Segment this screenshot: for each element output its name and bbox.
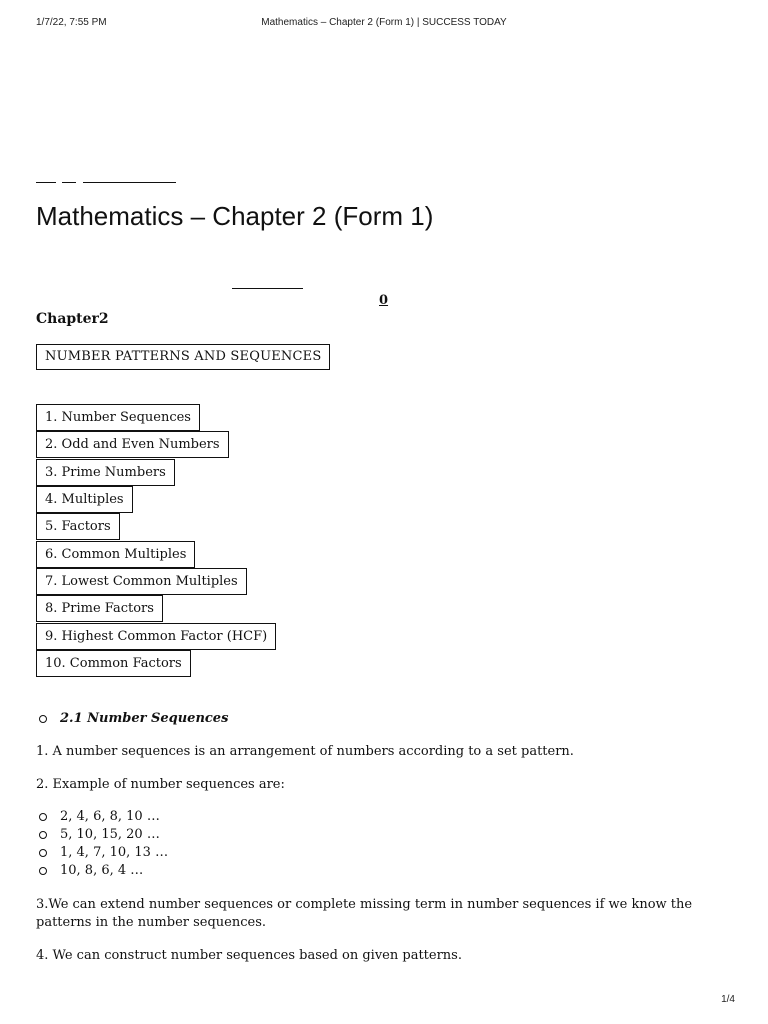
- sequence-item: 10, 8, 6, 4 …: [60, 863, 144, 878]
- toc-item-hcf[interactable]: 9. Highest Common Factor (HCF): [36, 623, 276, 650]
- breadcrumb-link-category[interactable]: [62, 182, 76, 183]
- sequence-item: 2, 4, 6, 8, 10 …: [60, 809, 160, 824]
- toc-item-number-sequences[interactable]: 1. Number Sequences: [36, 404, 200, 431]
- circle-bullet-icon: [39, 813, 47, 821]
- toc-item-lowest-common-multiples[interactable]: 7. Lowest Common Multiples: [36, 568, 247, 595]
- section-heading: 2.1 Number Sequences: [60, 711, 229, 726]
- toc-item-common-multiples[interactable]: 6. Common Multiples: [36, 541, 195, 568]
- comment-count-link[interactable]: 0: [379, 293, 389, 308]
- breadcrumb-link-post[interactable]: [83, 182, 176, 183]
- toc-item-factors[interactable]: 5. Factors: [36, 513, 120, 540]
- toc-item-common-factors[interactable]: 10. Common Factors: [36, 650, 191, 677]
- page-number: 1/4: [721, 994, 735, 1005]
- topic-box: NUMBER PATTERNS AND SEQUENCES: [36, 344, 330, 370]
- circle-bullet-icon: [39, 831, 47, 839]
- toc-item-prime-numbers[interactable]: 3. Prime Numbers: [36, 459, 175, 486]
- chapter-label: Chapter2: [36, 311, 109, 327]
- toc-item-prime-factors[interactable]: 8. Prime Factors: [36, 595, 163, 622]
- paragraph-1: 1. A number sequences is an arrangement of numbers according to a set pattern.: [36, 744, 574, 759]
- circle-bullet-icon: [39, 867, 47, 875]
- paragraph-4: 4. We can construct number sequences based on given patterns.: [36, 948, 462, 963]
- print-datetime: 1/7/22, 7:55 PM: [36, 17, 107, 28]
- paragraph-3: 3.We can extend number sequences or complete missing term in number sequences if we know the patterns in the number sequences.: [36, 897, 693, 930]
- paragraph-2: 2. Example of number sequences are:: [36, 777, 285, 792]
- post-meta-link[interactable]: [232, 288, 303, 289]
- page-title: Mathematics – Chapter 2 (Form 1): [36, 201, 434, 231]
- sequence-item: 1, 4, 7, 10, 13 …: [60, 845, 169, 860]
- sequence-item: 5, 10, 15, 20 …: [60, 827, 160, 842]
- breadcrumb-link-home[interactable]: [36, 182, 56, 183]
- print-document-title: Mathematics – Chapter 2 (Form 1) | SUCCESS TODAY: [261, 17, 507, 28]
- toc-item-odd-even-numbers[interactable]: 2. Odd and Even Numbers: [36, 431, 229, 458]
- circle-bullet-icon: [39, 715, 47, 723]
- circle-bullet-icon: [39, 849, 47, 857]
- toc-item-multiples[interactable]: 4. Multiples: [36, 486, 133, 513]
